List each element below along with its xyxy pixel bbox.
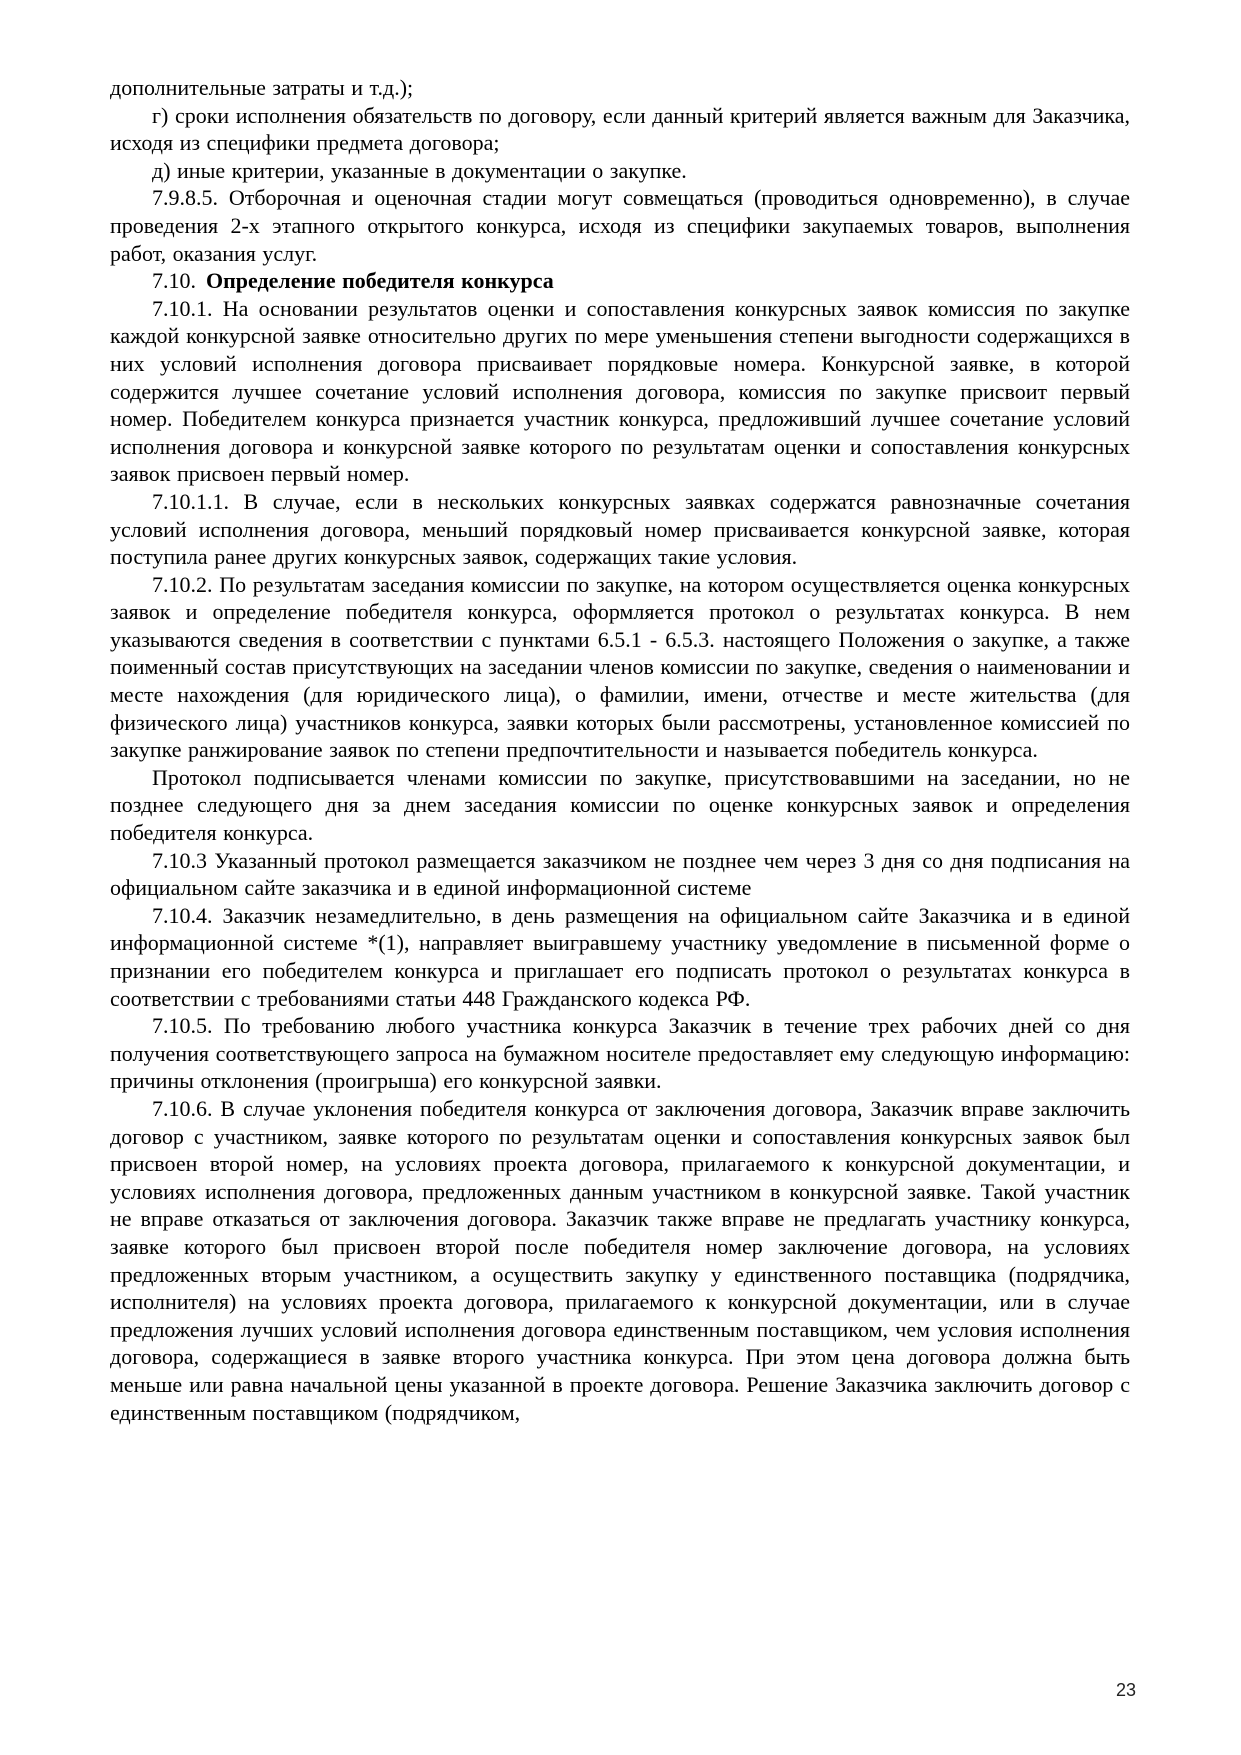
section-heading-title: Определение победителя конкурса bbox=[206, 268, 554, 294]
list-item-d: д) иные критерии, указанные в документации о закупке. bbox=[152, 157, 687, 183]
page-number: 23 bbox=[1115, 1680, 1136, 1700]
list-item-g: г) сроки исполнения обязательств по договору, если данный критерий является важным для Заказчика, исходя из специфики предмета договора; bbox=[110, 102, 1130, 156]
section-heading-7-10 bbox=[110, 267, 1130, 295]
paragraph-7-10-2: 7.10.2. По результатам заседания комиссии по закупке, на котором осуществляется оценка конкурсных заявок и определение победителя конкурса, оформляется протокол о результатах конкурса. В нем указываются сведения в соответствии с пунктами 6.5.1 - 6.5.3. настоящего Положения о закупке, а также поименный состав присутствующих на заседании членов комиссии по закупке, сведения о наименовании и месте нахождения (для юридического лица), о фамилии, имени, отчестве и месте жительства (для физического лица) участников конкурса, заявки которых были рассмотрены, установленное комиссией по закупке ранжирование заявок по степени предпочтительности и называется победитель конкурса. bbox=[110, 571, 1130, 763]
paragraph-7-10-1: 7.10.1. На основании результатов оценки и сопоставления конкурсных заявок комиссия по закупке каждой конкурсной заявке относительно других по мере уменьшения степени выгодности содержащихся в них условий исполнения договора присваивает порядковые номера. Конкурсной заявке, в которой содержится лучшее сочетание условий исполнения договора, комиссия по закупке присвоит первый номер. Победителем конкурса признается участник конкурса, предложивший лучшее сочетание условий исполнения договора и конкурсной заявке которого по результатам оценки и сопоставления конкурсных заявок присвоен первый номер. bbox=[110, 295, 1130, 487]
paragraph-7-10-6: 7.10.6. В случае уклонения победителя конкурса от заключения договора, Заказчик вправе заключить договор с участником, заявке которого по результатам оценки и сопоставления конкурсных заявок был присвоен второй номер, на условиях проекта договора, прилагаемого к конкурсной документации, и условиях исполнения договора, предложенных данным участником в конкурсной заявке. Такой участник не вправе отказаться от заключения договора. Заказчик также вправе не предлагать участнику конкурса, заявке которого был присвоен второй после победителя номер заключение договора, на условиях предложенных вторым участником, а осуществить закупку у единственного поставщика (подрядчика, исполнителя) на условиях проекта договора, прилагаемого к конкурсной документации, или в случае предложения лучших условий исполнения договора единственным поставщиком, чем условия исполнения договора, содержащиеся в заявке второго участника конкурса. При этом цена договора должна быть меньше или равна начальной цены указанной в проекте договора. Решение Заказчика заключить договор с единственным поставщиком (подрядчиком, bbox=[110, 1095, 1130, 1425]
section-heading-number: 7.10. bbox=[152, 268, 196, 294]
paragraph-protocol-signing: Протокол подписывается членами комиссии по закупке, присутствовавшими на заседании, но не позднее следующего дня за днем заседания комиссии по оценке конкурсных заявок и определения победителя конкурса. bbox=[110, 764, 1130, 846]
paragraph-continuation: дополнительные затраты и т.д.); bbox=[110, 75, 414, 100]
paragraph-7-10-1-1: 7.10.1.1. В случае, если в нескольких конкурсных заявках содержатся равнозначные сочетания условий исполнения договора, меньший порядковый номер присваивается конкурсной заявке, которая поступила ранее других конкурсных заявок, содержащих такие условия. bbox=[110, 488, 1130, 570]
paragraph-7-10-4: 7.10.4. Заказчик незамедлительно, в день размещения на официальном сайте Заказчика и в единой информационной системе *(1), направляет выигравшему участнику уведомление в письменной форме о признании его победителем конкурса и приглашает его подписать протокол о результатах конкурса в соответствии с требованиями статьи 448 Гражданского кодекса РФ. bbox=[110, 902, 1130, 1011]
paragraph-7-10-3: 7.10.3 Указанный протокол размещается заказчиком не позднее чем через 3 дня со дня подписания на официальном сайте заказчика и в единой информационной системе bbox=[110, 847, 1130, 901]
paragraph-7-10-5: 7.10.5. По требованию любого участника конкурса Заказчик в течение трех рабочих дней со дня получения соответствующего запроса на бумажном носителе предоставляет ему следующую информацию: причины отклонения (проигрыша) его конкурсной заявки. bbox=[110, 1013, 1130, 1094]
paragraph-7-9-8-5: 7.9.8.5. Отборочная и оценочная стадии могут совмещаться (проводиться одновременно), в случае проведения 2-х этапного открытого конкурса, исходя из специфики закупаемых товаров, выполнения работ, оказания услуг. bbox=[110, 185, 1130, 266]
